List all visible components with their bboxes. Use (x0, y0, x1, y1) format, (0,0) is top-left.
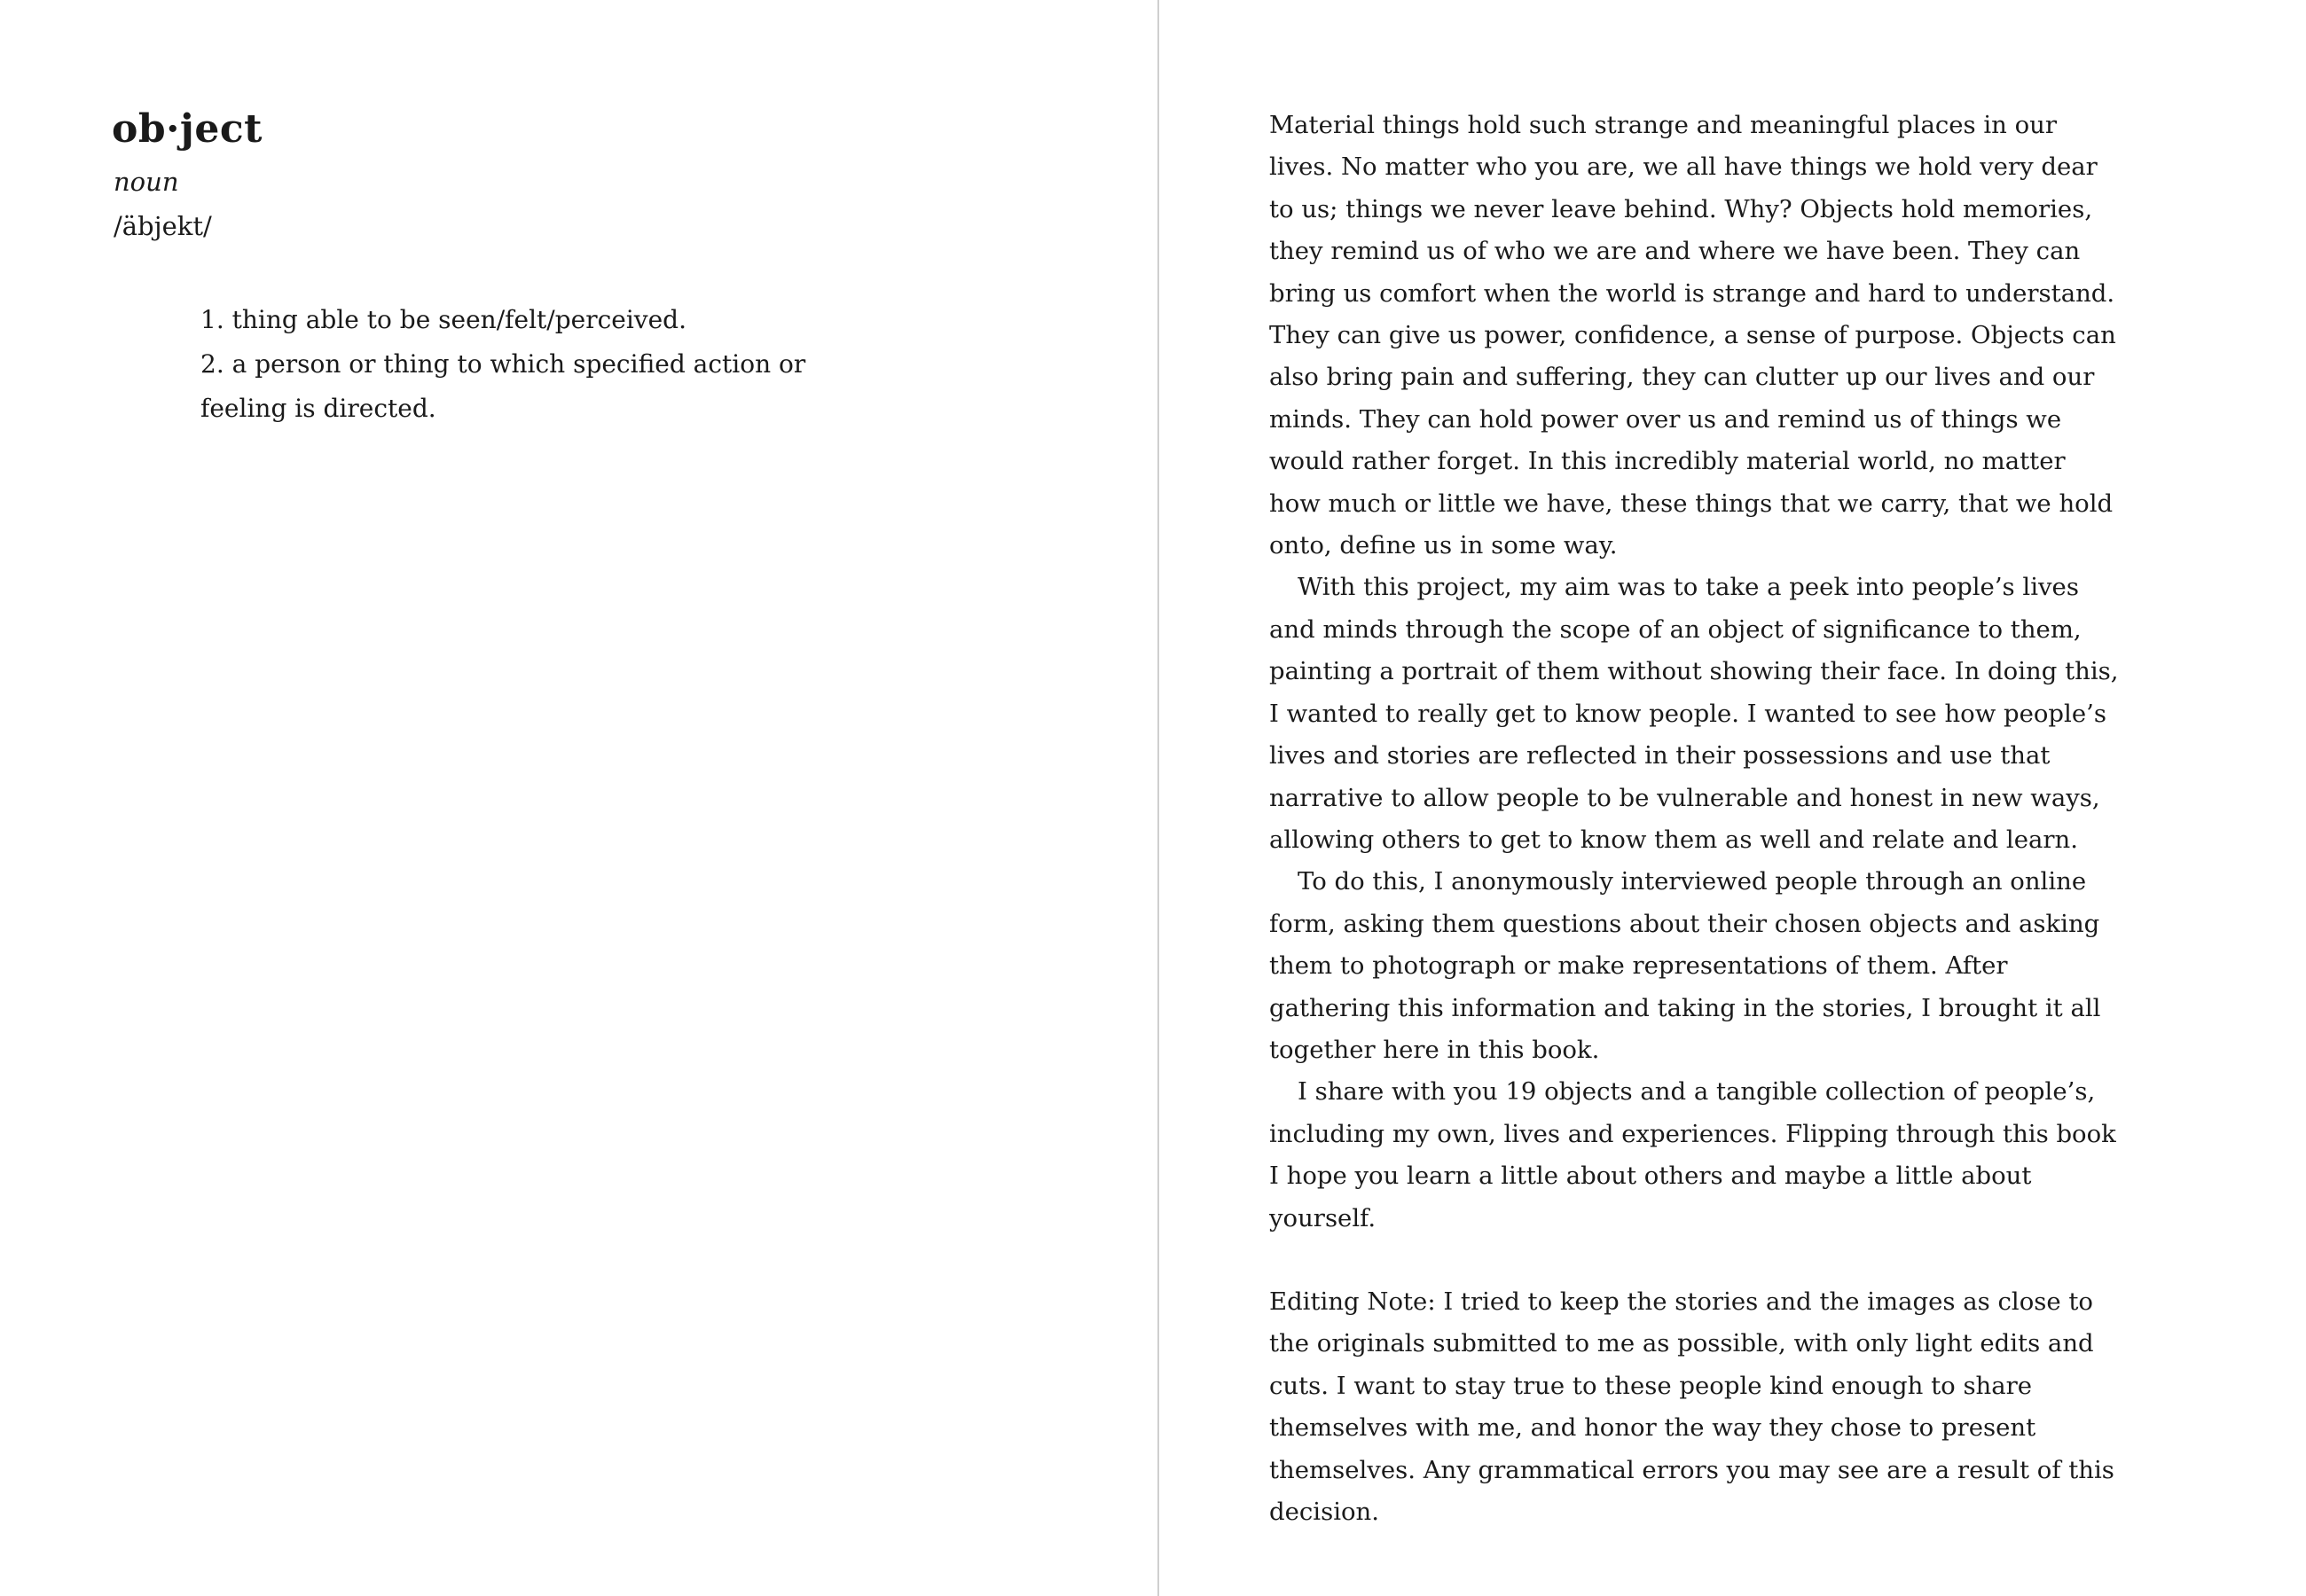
dictionary-headword: ob·ject (112, 106, 263, 152)
right-page (1159, 0, 2306, 1596)
editing-note: Editing Note: I tried to keep the stories and the images as close to the originals submitted to me as possible, with only light edits and cuts. I want to stay true to these people kind enough to share themselves with me, and honor the way they chose to present themselves. Any grammatical errors you may see are a result of this decision. (1269, 1287, 2114, 1526)
definition-1: 1. thing able to be seen/felt/perceived. (200, 305, 687, 334)
intro-paragraph-4: I share with you 19 objects and a tangible collection of people’s, including my own, lives and experiences. Flipping through this book I hope you learn a little about others and maybe a little about yourself. (1269, 1077, 2116, 1232)
intro-paragraph-2: With this project, my aim was to take a peek into people’s lives and minds through the scope of an object of significance to them, painting a portrait of them without showing their face. In doing this, I wanted to really get to know people. I wanted to see how people’s lives and stories are reflected in their possessions and use that narrative to allow people to be vulnerable and honest in new ways, allowing others to get to know them as well and relate and learn. (1269, 573, 2119, 854)
introduction-text (1269, 105, 2121, 1533)
intro-paragraph-1: Material things hold such strange and meaningful places in our lives. No matter who you are, we all have things we hold very dear to us; things we never leave behind. Why? Objects hold memories, they remind us of who we are and where we have been. They can bring us comfort when the world is strange and hard to understand. They can give us power, confidence, a sense of purpose. Objects can also bring pain and suffering, they can clutter up our lives and our minds. They can hold power over us and remind us of things we would rather forget. In this incredibly material world, no matter how much or little we have, these things that we carry, that we hold onto, define us in some way. (1269, 111, 2116, 560)
definition-list (200, 298, 821, 431)
definition-2: 2. a person or thing to which specified action or feeling is directed. (200, 349, 806, 423)
pronunciation: /äbjekt/ (114, 211, 212, 241)
intro-paragraph-3: To do this, I anonymously interviewed people through an online form, asking them questions about their chosen objects and asking them to photograph or make representations of them. After gathering this information and taking in the stories, I brought it all together here in this book. (1269, 867, 2101, 1064)
part-of-speech: noun (114, 167, 179, 197)
